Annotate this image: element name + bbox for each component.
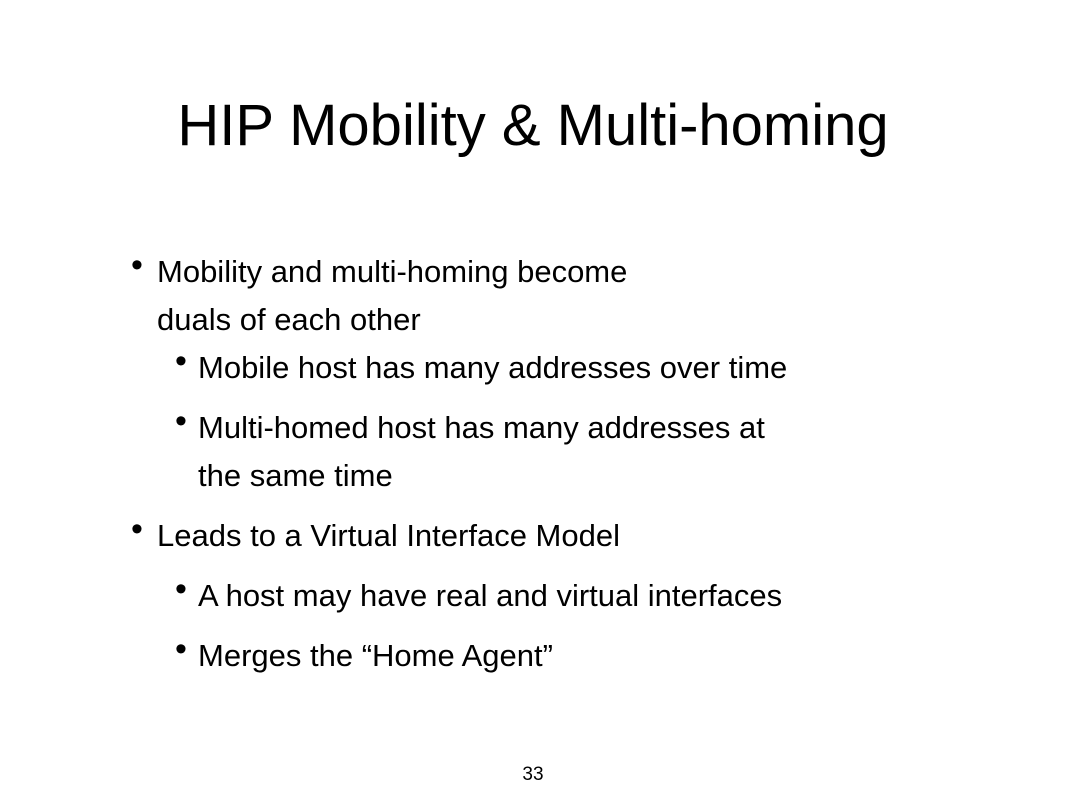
slide-title: HIP Mobility & Multi-homing <box>177 93 889 158</box>
bullet-dot-icon: • <box>175 630 187 668</box>
sub-bullet-text-line: Merges the “Home Agent” <box>198 638 553 673</box>
sub-bullet-text-line: Mobile host has many addresses over time <box>198 350 788 385</box>
bullet-text-line: duals of each other <box>157 302 421 337</box>
bullet-text-line: Mobility and multi-homing become <box>157 254 628 289</box>
bullet-text-line: Leads to a Virtual Interface Model <box>157 518 620 553</box>
bullet-dot-icon: • <box>131 510 143 548</box>
bullet-dot-icon: • <box>131 246 143 284</box>
page-number: 33 <box>522 764 544 785</box>
sub-bullet-text-line: Multi-homed host has many addresses at <box>198 410 765 445</box>
bullet-dot-icon: • <box>175 402 187 440</box>
bullet-dot-icon: • <box>175 570 187 608</box>
sub-bullet-text-line: A host may have real and virtual interfaces <box>198 578 783 613</box>
bullet-dot-icon: • <box>175 342 187 380</box>
sub-bullet-text-line: the same time <box>198 458 393 493</box>
